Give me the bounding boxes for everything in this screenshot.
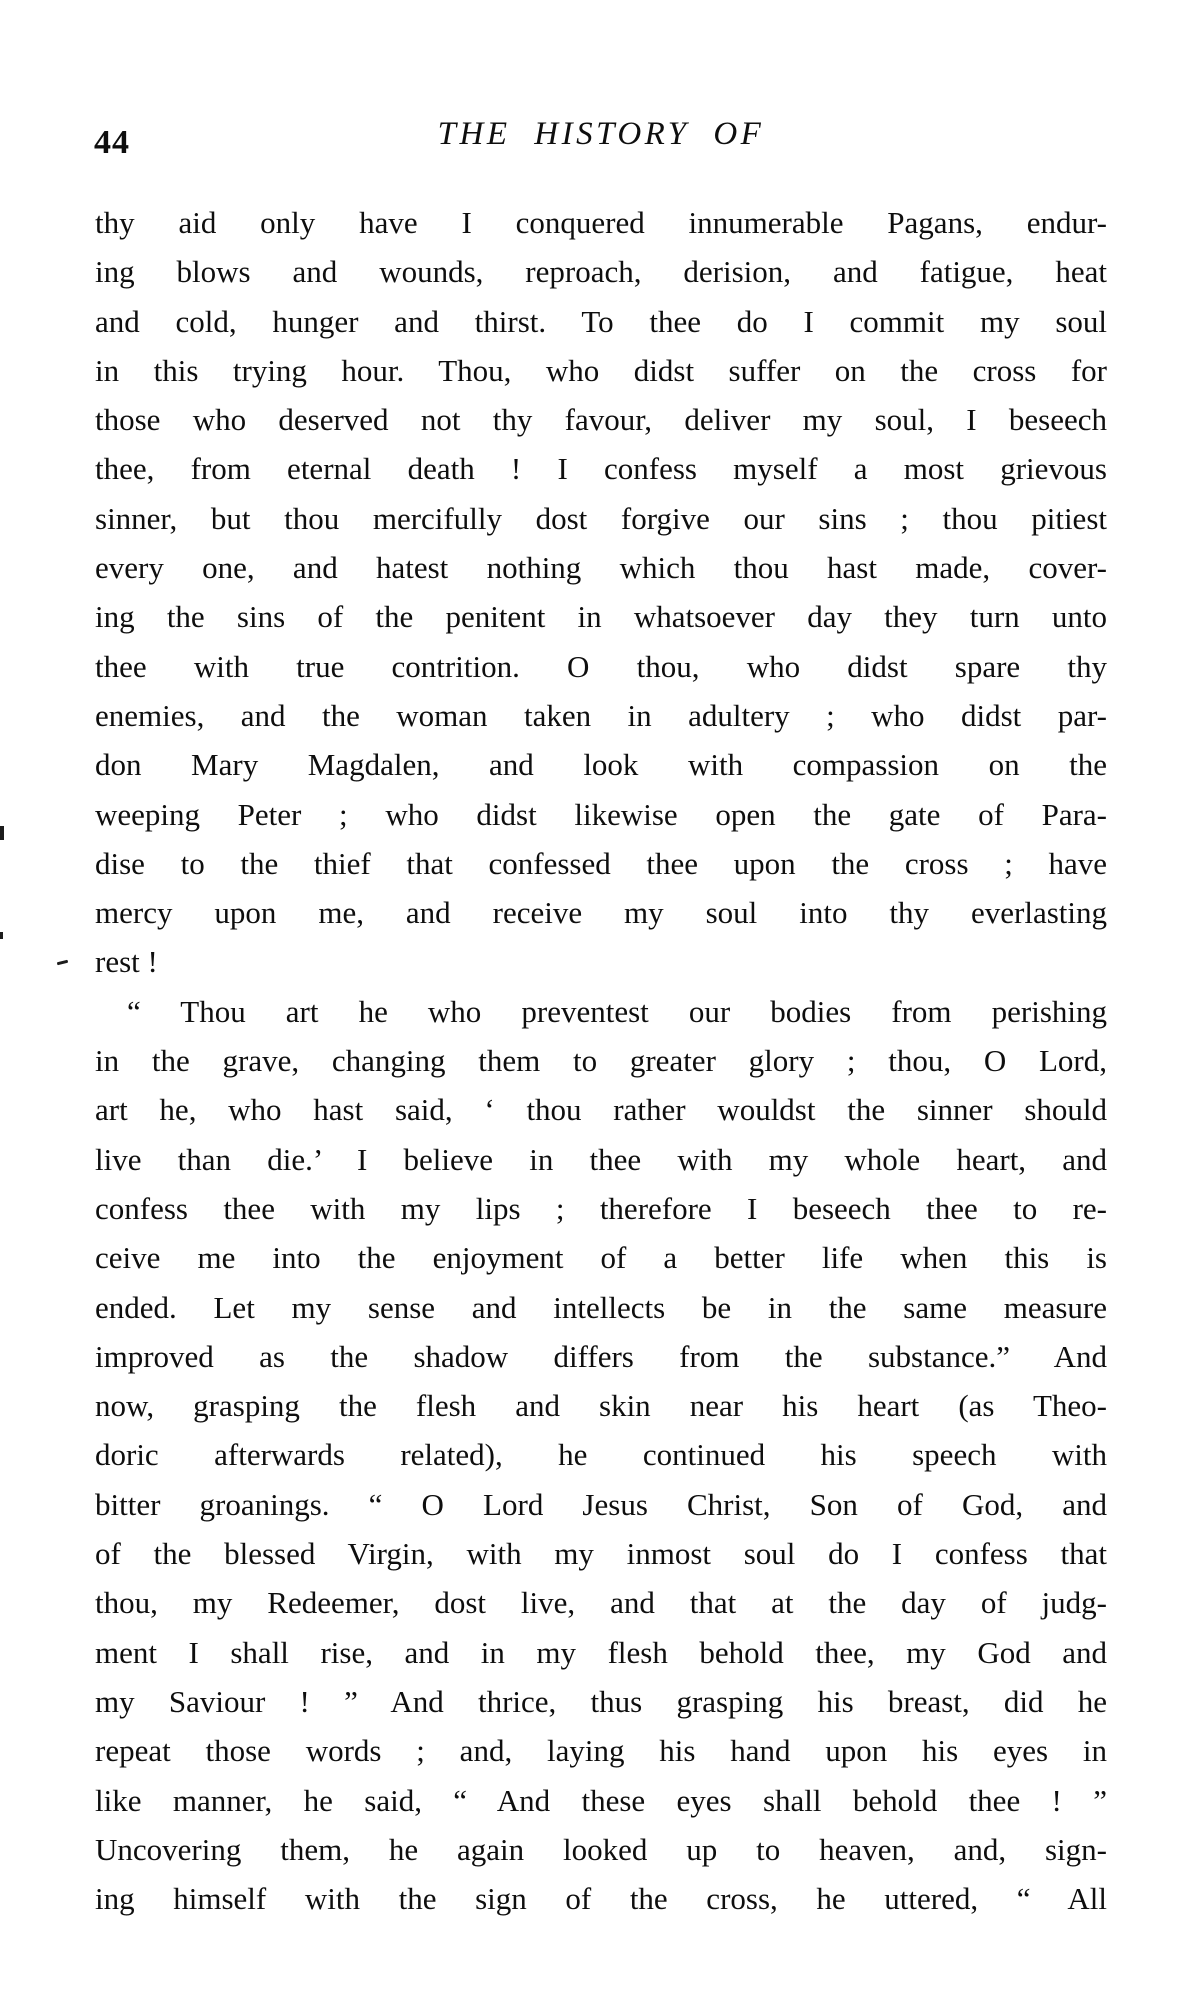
text-line: live than die.’ I believe in thee with my whole heart, and: [95, 1141, 1107, 1177]
text-line: enemies, and the woman taken in adultery ; who didst par-: [95, 697, 1107, 733]
text-line: weeping Peter ; who didst likewise open the gate of Para-: [95, 796, 1107, 832]
text-line: and cold, hunger and thirst. To thee do I commit my soul: [95, 303, 1107, 339]
text-line: in the grave, changing them to greater glory ; thou, O Lord,: [95, 1043, 1107, 1079]
text-line: thy aid only have I conquered innumerable Pagans, endur-: [95, 205, 1107, 240]
text-line: ing himself with the sign of the cross, he uttered, “ All: [95, 1881, 1107, 1917]
scan-artifact-edge-mark: [0, 932, 3, 939]
text-line: ended. Let my sense and intellects be in the same measure: [95, 1289, 1107, 1325]
text-line: now, grasping the flesh and skin near his heart (as Theo-: [95, 1388, 1107, 1424]
text-line: those who deserved not thy favour, deliver my soul, I beseech: [95, 402, 1107, 438]
text-line: ing blows and wounds, reproach, derision, and fatigue, heat: [95, 254, 1107, 290]
text-line: of the blessed Virgin, with my inmost soul do I confess that: [95, 1536, 1107, 1572]
paragraph: [95, 987, 1107, 1924]
text-line: rest !: [95, 944, 158, 980]
text-line: mercy upon me, and receive my soul into thy everlasting: [95, 895, 1107, 931]
page-body: [95, 198, 1107, 1923]
text-line: improved as the shadow differs from the substance.” And: [95, 1338, 1107, 1374]
text-line: ceive me into the enjoyment of a better life when this is: [95, 1240, 1107, 1276]
text-line: thee, from eternal death ! I confess myself a most grievous: [95, 451, 1107, 487]
text-line: my Saviour ! ” And thrice, thus grasping his breast, did he: [95, 1683, 1107, 1719]
text-line: confess thee with my lips ; therefore I beseech thee to re-: [95, 1190, 1107, 1226]
text-line: sinner, but thou mercifully dost forgive our sins ; thou pitiest: [95, 500, 1107, 536]
text-line: bitter groanings. “ O Lord Jesus Christ, Son of God, and: [95, 1486, 1107, 1522]
text-line: Uncovering them, he again looked up to heaven, and, sign-: [95, 1831, 1107, 1867]
scan-artifact-dash: [57, 960, 68, 966]
page-number: 44: [94, 124, 130, 161]
text-line: “ Thou art he who preventest our bodies from perishing: [127, 993, 1107, 1029]
running-header: THE HISTORY OF: [437, 116, 765, 152]
scan-artifact-edge-mark: [0, 826, 4, 840]
text-line: doric afterwards related), he continued his speech with: [95, 1437, 1107, 1473]
text-line: ment I shall rise, and in my flesh behold thee, my God and: [95, 1634, 1107, 1670]
text-line: thee with true contrition. O thou, who didst spare thy: [95, 648, 1107, 684]
text-line: ing the sins of the penitent in whatsoever day they turn unto: [95, 599, 1107, 635]
text-line: in this trying hour. Thou, who didst suffer on the cross for: [95, 352, 1107, 388]
text-line: dise to the thief that confessed thee upon the cross ; have: [95, 845, 1107, 881]
text-line: every one, and hatest nothing which thou hast made, cover-: [95, 550, 1107, 586]
text-line: like manner, he said, “ And these eyes shall behold thee ! ”: [95, 1782, 1107, 1818]
text-line: repeat those words ; and, laying his hand upon his eyes in: [95, 1733, 1107, 1769]
text-line: don Mary Magdalen, and look with compassion on the: [95, 747, 1107, 783]
text-line: art he, who hast said, ‘ thou rather wouldst the sinner should: [95, 1092, 1107, 1128]
paragraph: [95, 198, 1107, 987]
text-line: thou, my Redeemer, dost live, and that at the day of judg-: [95, 1585, 1107, 1621]
